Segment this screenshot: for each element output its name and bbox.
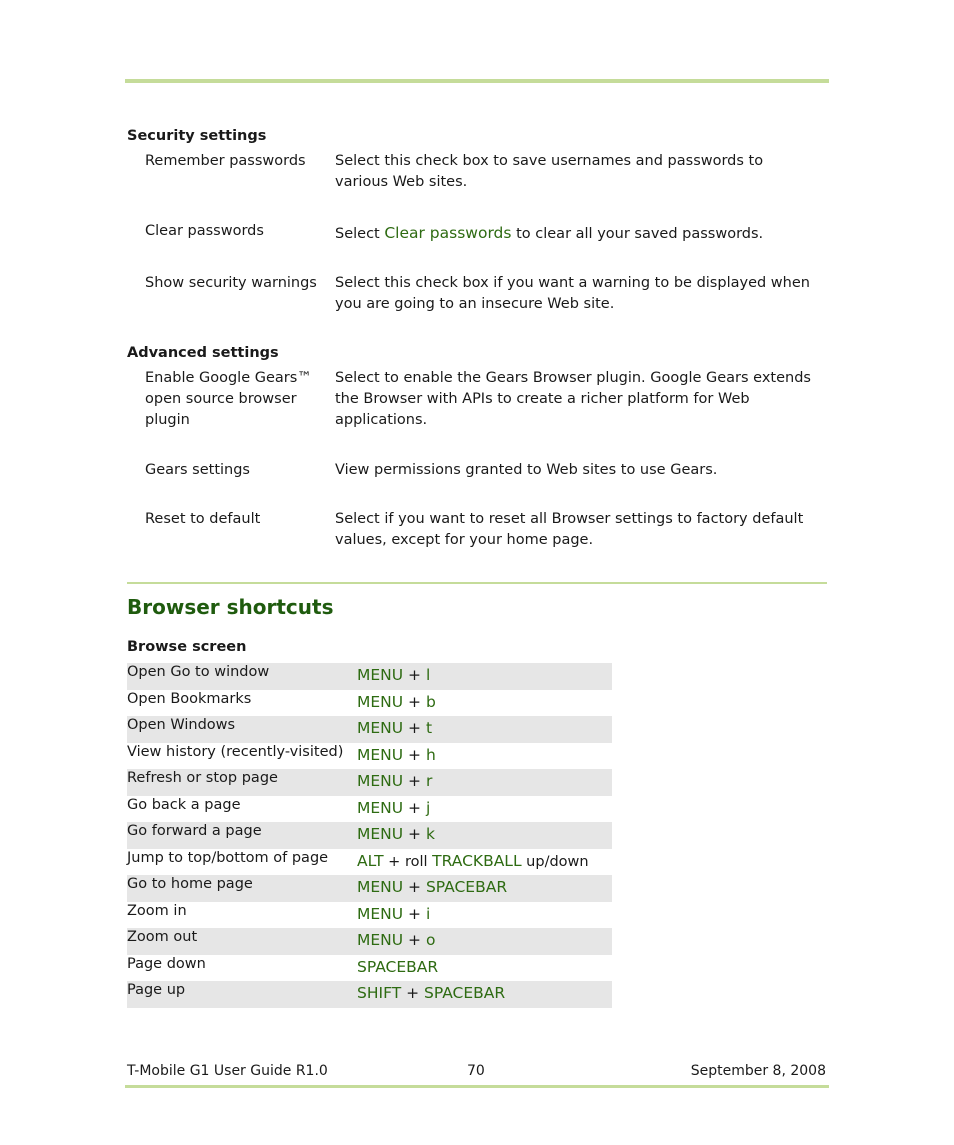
shortcut-keys	[357, 824, 435, 845]
advanced-settings-heading: Advanced settings	[127, 345, 279, 361]
shortcut-action: Open Bookmarks	[127, 690, 252, 707]
shortcut-keys	[357, 957, 438, 978]
key-name: TRACKBALL	[432, 851, 522, 870]
shortcut-action: Page up	[127, 982, 186, 998]
key-connector: +	[403, 772, 426, 790]
key-connector: +	[401, 984, 425, 1002]
shortcuts-table	[127, 663, 612, 1008]
shortcut-action: View history (recently-visited)	[127, 743, 344, 760]
key-name: MENU	[357, 692, 404, 711]
key-name: j	[425, 798, 431, 817]
setting-term: Reset to default	[145, 511, 261, 527]
key-connector: up/down	[521, 853, 589, 870]
shortcut-keys	[357, 771, 432, 792]
setting-description: View permissions granted to Web sites to use Gears.	[335, 462, 718, 478]
setting-description	[335, 223, 820, 245]
shortcut-action: Page down	[127, 955, 206, 972]
key-connector: +	[403, 931, 426, 949]
shortcut-row	[127, 928, 612, 955]
key-connector: +	[403, 745, 426, 764]
desc-text: Select	[335, 226, 385, 242]
key-name: r	[425, 772, 433, 790]
setting-term: Gears settings	[145, 462, 250, 478]
key-connector: +	[403, 719, 426, 737]
shortcut-keys	[357, 877, 507, 898]
key-name: h	[425, 745, 436, 764]
shortcut-action: Go to home page	[127, 876, 253, 892]
key-name: o	[425, 931, 436, 949]
key-name: MENU	[357, 719, 404, 737]
key-name: i	[425, 904, 431, 923]
shortcut-row	[127, 849, 612, 876]
shortcut-keys	[357, 718, 432, 739]
shortcut-keys	[357, 983, 505, 1004]
key-name: l	[425, 666, 431, 684]
shortcut-row	[127, 875, 612, 902]
browse-screen-heading: Browse screen	[127, 639, 247, 655]
shortcut-action: Refresh or stop page	[127, 770, 278, 786]
key-name: MENU	[357, 931, 404, 949]
shortcut-row	[127, 769, 612, 796]
key-name: SPACEBAR	[357, 957, 439, 976]
setting-description: Select if you want to reset all Browser settings to factory default values, except for your home page.	[335, 511, 804, 548]
shortcut-action: Open Windows	[127, 717, 236, 733]
footer-date: September 8, 2008	[690, 1063, 826, 1079]
shortcut-keys	[357, 692, 436, 713]
shortcut-action: Go back a page	[127, 796, 241, 813]
footer-page-number: 70	[467, 1063, 485, 1079]
setting-description: Select this check box to save usernames and passwords to various Web sites.	[335, 153, 764, 190]
key-connector: +	[403, 878, 426, 896]
footer-rule	[125, 1085, 829, 1088]
desc-text: to clear all your saved passwords.	[511, 226, 764, 242]
shortcut-keys	[357, 851, 589, 872]
key-connector: +	[403, 666, 426, 684]
setting-term: Remember passwords	[145, 153, 306, 169]
key-name: MENU	[357, 666, 404, 684]
key-name: ALT	[357, 851, 384, 870]
key-name: MENU	[357, 745, 404, 764]
shortcut-action: Zoom out	[127, 929, 198, 945]
shortcut-action: Jump to top/bottom of page	[127, 849, 329, 866]
key-name: MENU	[357, 825, 404, 843]
key-connector: +	[403, 692, 426, 711]
key-name: MENU	[357, 878, 404, 896]
setting-term: Enable Google Gears™ open source browser plugin	[145, 370, 312, 428]
security-settings-heading: Security settings	[127, 128, 267, 144]
shortcut-action: Open Go to window	[127, 664, 270, 680]
shortcut-row	[127, 955, 612, 982]
key-name: MENU	[357, 904, 404, 923]
shortcut-keys	[357, 904, 430, 925]
footer-guide-title: T-Mobile G1 User Guide R1.0	[127, 1063, 328, 1079]
setting-term: Show security warnings	[145, 275, 317, 291]
browser-shortcuts-title: Browser shortcuts	[127, 595, 334, 619]
key-name: k	[425, 825, 435, 843]
key-connector: +	[403, 904, 426, 923]
shortcut-row	[127, 902, 612, 929]
shortcut-row	[127, 981, 612, 1008]
shortcut-row	[127, 663, 612, 690]
shortcut-action: Zoom in	[127, 902, 187, 919]
setting-description: Select to enable the Gears Browser plugin. Google Gears extends the Browser with APIs to create a richer platform for Web applications.	[335, 370, 811, 428]
key-name: b	[425, 692, 436, 711]
setting-term: Clear passwords	[145, 223, 264, 239]
shortcut-row	[127, 743, 612, 770]
shortcut-row	[127, 716, 612, 743]
key-connector: +	[403, 798, 426, 817]
key-name: SPACEBAR	[425, 878, 508, 896]
key-name: MENU	[357, 798, 404, 817]
shortcut-keys	[357, 745, 436, 766]
clear-passwords-link: Clear passwords	[384, 224, 512, 242]
header-rule	[125, 79, 829, 83]
key-name: MENU	[357, 772, 404, 790]
key-name: t	[425, 719, 433, 737]
shortcut-action: Go forward a page	[127, 823, 262, 839]
shortcut-row	[127, 690, 612, 717]
key-connector: + roll	[383, 853, 433, 870]
key-connector: +	[403, 825, 426, 843]
shortcut-keys	[357, 930, 435, 951]
shortcut-keys	[357, 665, 430, 686]
shortcut-row	[127, 822, 612, 849]
section-divider	[127, 582, 827, 584]
key-name: SHIFT	[357, 984, 402, 1002]
key-name: SPACEBAR	[424, 984, 506, 1002]
shortcut-keys	[357, 798, 430, 819]
setting-description: Select this check box if you want a warning to be displayed when you are going to an insecure Web site.	[335, 275, 810, 312]
shortcut-row	[127, 796, 612, 823]
